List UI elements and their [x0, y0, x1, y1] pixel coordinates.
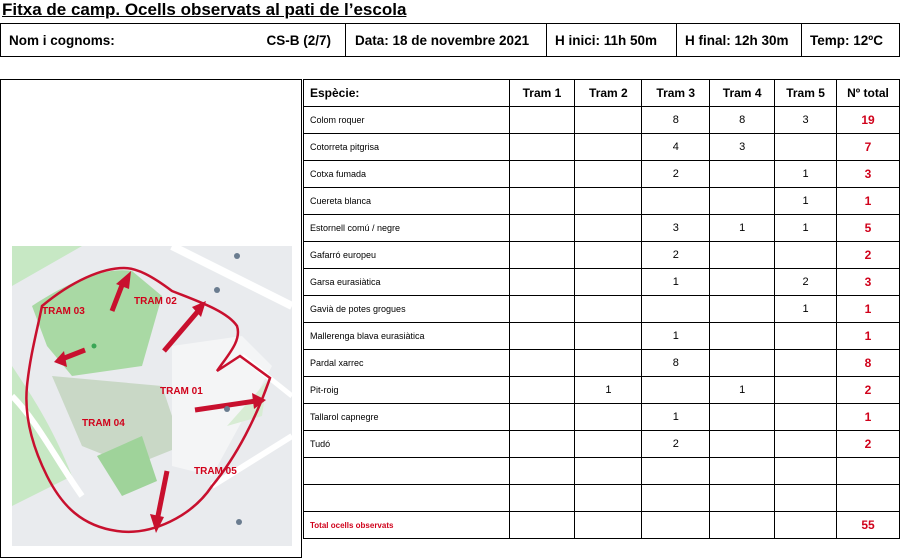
count-cell [775, 350, 837, 377]
page-title: Fitxa de camp. Ocells observats al pati de l’escola [2, 0, 407, 19]
total-cell: 2 [837, 377, 900, 404]
count-cell [710, 188, 775, 215]
count-cell [575, 485, 642, 512]
count-cell [710, 242, 775, 269]
map-panel [0, 79, 302, 558]
count-cell [642, 458, 710, 485]
count-cell: 2 [642, 161, 710, 188]
count-cell [509, 134, 575, 161]
count-cell [775, 404, 837, 431]
species-cell: Cotorreta pitgrisa [304, 134, 510, 161]
end-time-value: H final: 12h 30m [685, 32, 789, 48]
table-row [304, 107, 900, 134]
table-cell [775, 512, 837, 539]
count-cell [575, 134, 642, 161]
route-map [12, 246, 292, 546]
table-row [304, 269, 900, 296]
count-cell: 8 [710, 107, 775, 134]
tram-05-label: TRAM 05 [194, 466, 237, 477]
count-cell: 2 [775, 269, 837, 296]
column-header: Nº total [837, 80, 900, 107]
tram-02-label: TRAM 02 [134, 296, 177, 307]
total-cell: 1 [837, 296, 900, 323]
count-cell [509, 161, 575, 188]
column-header: Tram 4 [710, 80, 775, 107]
count-cell: 3 [642, 215, 710, 242]
count-cell [575, 350, 642, 377]
count-cell [509, 377, 575, 404]
count-cell: 1 [775, 188, 837, 215]
table-row [304, 458, 900, 485]
total-cell [837, 458, 900, 485]
count-cell [775, 431, 837, 458]
count-cell: 1 [575, 377, 642, 404]
count-cell [509, 296, 575, 323]
count-cell [642, 377, 710, 404]
total-cell: 2 [837, 431, 900, 458]
total-label: Total ocells observats [304, 512, 510, 539]
count-cell [575, 161, 642, 188]
count-cell [509, 350, 575, 377]
name-field [0, 23, 346, 57]
count-cell [775, 323, 837, 350]
count-cell [575, 431, 642, 458]
table-row [304, 161, 900, 188]
temperature-field [801, 23, 900, 57]
count-cell [509, 107, 575, 134]
observations-table [303, 79, 900, 539]
count-cell [509, 323, 575, 350]
count-cell: 1 [642, 404, 710, 431]
count-cell [509, 431, 575, 458]
count-cell [509, 404, 575, 431]
count-cell [775, 458, 837, 485]
count-cell: 8 [642, 107, 710, 134]
species-cell: Garsa eurasiàtica [304, 269, 510, 296]
table-row [304, 296, 900, 323]
species-cell: Estornell comú / negre [304, 215, 510, 242]
count-cell [775, 134, 837, 161]
count-cell [509, 242, 575, 269]
count-cell: 8 [642, 350, 710, 377]
column-header: Tram 1 [509, 80, 575, 107]
start-time-value: H inici: 11h 50m [555, 32, 658, 48]
count-cell [575, 404, 642, 431]
species-cell: Pardal xarrec [304, 350, 510, 377]
count-cell [710, 458, 775, 485]
grand-total: 55 [837, 512, 900, 539]
count-cell [575, 296, 642, 323]
table-row [304, 404, 900, 431]
table-cell [575, 512, 642, 539]
count-cell [710, 404, 775, 431]
count-cell: 4 [642, 134, 710, 161]
count-cell [710, 269, 775, 296]
count-cell: 1 [775, 296, 837, 323]
total-cell: 5 [837, 215, 900, 242]
species-cell [304, 485, 510, 512]
total-cell: 7 [837, 134, 900, 161]
count-cell: 1 [642, 269, 710, 296]
table-row [304, 485, 900, 512]
count-cell [575, 215, 642, 242]
count-cell [575, 188, 642, 215]
count-cell [710, 296, 775, 323]
tram-01-label: TRAM 01 [160, 386, 203, 397]
date-value: Data: 18 de novembre 2021 [355, 32, 530, 48]
count-cell: 1 [775, 161, 837, 188]
species-cell: Tallarol capnegre [304, 404, 510, 431]
count-cell: 1 [642, 323, 710, 350]
count-cell: 2 [642, 431, 710, 458]
species-cell [304, 458, 510, 485]
count-cell [710, 161, 775, 188]
total-row [304, 512, 900, 539]
temperature-value: Temp: 12ºC [810, 32, 883, 48]
count-cell [642, 485, 710, 512]
table-row [304, 242, 900, 269]
count-cell [509, 188, 575, 215]
tram-04-label: TRAM 04 [82, 418, 125, 429]
total-cell: 8 [837, 350, 900, 377]
count-cell: 1 [710, 377, 775, 404]
start-time-field [546, 23, 677, 57]
species-cell: Gafarró europeu [304, 242, 510, 269]
count-cell [575, 323, 642, 350]
count-cell: 1 [710, 215, 775, 242]
count-cell [775, 242, 837, 269]
table-row [304, 134, 900, 161]
total-cell: 19 [837, 107, 900, 134]
count-cell [509, 269, 575, 296]
table-row [304, 188, 900, 215]
count-cell [775, 377, 837, 404]
count-cell [642, 188, 710, 215]
table-row [304, 350, 900, 377]
count-cell [575, 269, 642, 296]
species-cell: Mallerenga blava eurasiàtica [304, 323, 510, 350]
count-cell [575, 458, 642, 485]
column-header: Espècie: [304, 80, 510, 107]
count-cell [575, 107, 642, 134]
count-cell [509, 215, 575, 242]
total-cell: 2 [837, 242, 900, 269]
count-cell [710, 350, 775, 377]
total-cell [837, 485, 900, 512]
group-label: CS-B (2/7) [266, 32, 331, 48]
name-label: Nom i cognoms: [9, 32, 115, 48]
species-cell: Tudó [304, 431, 510, 458]
table-row [304, 431, 900, 458]
column-header: Tram 3 [642, 80, 710, 107]
total-cell: 3 [837, 161, 900, 188]
count-cell: 2 [642, 242, 710, 269]
table-row [304, 215, 900, 242]
count-cell [710, 323, 775, 350]
end-time-field [676, 23, 802, 57]
count-cell: 3 [710, 134, 775, 161]
date-field [345, 23, 547, 57]
count-cell [710, 485, 775, 512]
route-map-image [12, 246, 292, 546]
count-cell [642, 296, 710, 323]
count-cell: 3 [775, 107, 837, 134]
species-cell: Cuereta blanca [304, 188, 510, 215]
table-header-row [304, 80, 900, 107]
species-cell: Cotxa fumada [304, 161, 510, 188]
count-cell [775, 485, 837, 512]
species-cell: Colom roquer [304, 107, 510, 134]
total-cell: 3 [837, 269, 900, 296]
count-cell [575, 242, 642, 269]
species-cell: Gavià de potes grogues [304, 296, 510, 323]
table-row [304, 323, 900, 350]
species-cell: Pit-roig [304, 377, 510, 404]
table-row [304, 377, 900, 404]
tram-03-label: TRAM 03 [42, 306, 85, 317]
count-cell [710, 431, 775, 458]
table-cell [642, 512, 710, 539]
count-cell: 1 [775, 215, 837, 242]
count-cell [509, 458, 575, 485]
total-cell: 1 [837, 323, 900, 350]
count-cell [509, 485, 575, 512]
total-cell: 1 [837, 188, 900, 215]
table-cell [509, 512, 575, 539]
total-cell: 1 [837, 404, 900, 431]
column-header: Tram 2 [575, 80, 642, 107]
table-cell [710, 512, 775, 539]
column-header: Tram 5 [775, 80, 837, 107]
